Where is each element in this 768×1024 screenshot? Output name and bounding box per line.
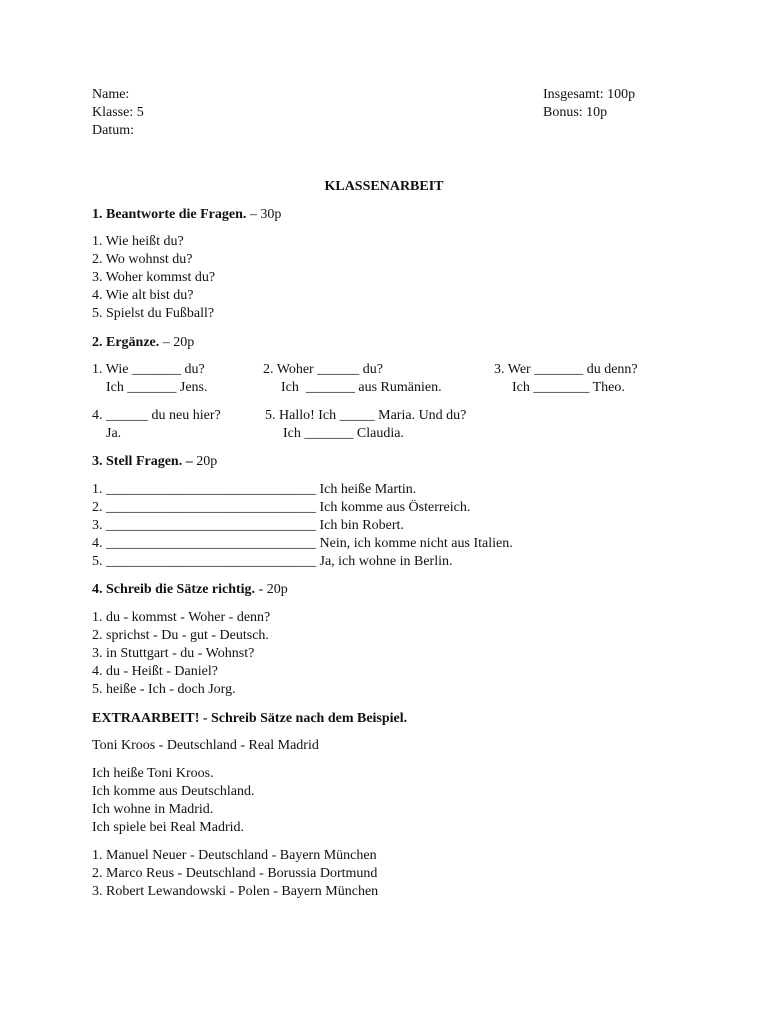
extra-example: Toni Kroos - Deutschland - Real Madrid (92, 738, 319, 753)
gap-item: 2. Woher ______ du? (263, 362, 383, 377)
gap-item: 3. Wer _______ du denn? (494, 362, 638, 377)
section4-points: - 20p (255, 582, 288, 597)
sample-line: Ich wohne in Madrid. (92, 802, 214, 817)
list-item: 1. Manuel Neuer - Deutschland - Bayern München (92, 848, 377, 863)
gap-item: Ich ________ Theo. (512, 380, 625, 395)
section4-heading (92, 581, 288, 599)
gap-item: Ja. (106, 426, 122, 441)
list-item: 5. ______________________________ Ja, ich wohne in Berlin. (92, 554, 453, 569)
list-item: 4. Wie alt bist du? (92, 288, 194, 303)
sample-line: Ich komme aus Deutschland. (92, 784, 255, 799)
list-item: 2. Marco Reus - Deutschland - Borussia Dortmund (92, 866, 378, 881)
list-item: 4. du - Heißt - Daniel? (92, 664, 218, 679)
list-item: 4. ______________________________ Nein, ich komme nicht aus Italien. (92, 536, 513, 551)
section2-points: – 20p (159, 335, 195, 350)
list-item: 2. ______________________________ Ich komme aus Österreich. (92, 500, 471, 515)
list-item: 2. Wo wohnst du? (92, 252, 193, 267)
list-item: 3. Woher kommst du? (92, 270, 216, 285)
list-item: 5. heiße - Ich - doch Jorg. (92, 682, 236, 697)
section2-heading (92, 334, 194, 352)
date-field: Datum: (92, 123, 134, 138)
extra-heading: EXTRAARBEIT! - Schreib Sätze nach dem Beispiel. (92, 711, 408, 726)
list-item: 1. ______________________________ Ich heiße Martin. (92, 482, 417, 497)
gap-item: Ich _______ aus Rumänien. (281, 380, 442, 395)
sample-line: Ich heiße Toni Kroos. (92, 766, 214, 781)
total-points: Insgesamt: 100p (543, 87, 636, 102)
list-item: 3. Robert Lewandowski - Polen - Bayern München (92, 884, 379, 899)
section1-heading (92, 206, 281, 224)
section3-title: 3. Stell Fragen. – (92, 454, 193, 469)
list-item: 5. Spielst du Fußball? (92, 306, 215, 321)
name-field: Name: (92, 87, 130, 102)
gap-item: 5. Hallo! Ich _____ Maria. Und du? (265, 408, 467, 423)
list-item: 3. ______________________________ Ich bin Robert. (92, 518, 404, 533)
list-item: 2. sprichst - Du - gut - Deutsch. (92, 628, 269, 643)
section3-points: 20p (192, 454, 218, 469)
section4-title: 4. Schreib die Sätze richtig. (92, 582, 256, 597)
section1-points: – 30p (246, 207, 282, 222)
page-title: KLASSENARBEIT (324, 179, 444, 194)
bonus-points: Bonus: 10p (543, 105, 608, 120)
sample-line: Ich spiele bei Real Madrid. (92, 820, 245, 835)
section2-title: 2. Ergänze. (92, 335, 160, 350)
gap-item: Ich _______ Claudia. (283, 426, 404, 441)
gap-item: 1. Wie _______ du? (92, 362, 205, 377)
list-item: 1. du - kommst - Woher - denn? (92, 610, 271, 625)
list-item: 3. in Stuttgart - du - Wohnst? (92, 646, 255, 661)
gap-item: Ich _______ Jens. (106, 380, 208, 395)
class-field: Klasse: 5 (92, 105, 144, 120)
gap-item: 4. ______ du neu hier? (92, 408, 221, 423)
section1-title: 1. Beantworte die Fragen. (92, 207, 247, 222)
list-item: 1. Wie heißt du? (92, 234, 184, 249)
section3-heading (92, 453, 217, 471)
